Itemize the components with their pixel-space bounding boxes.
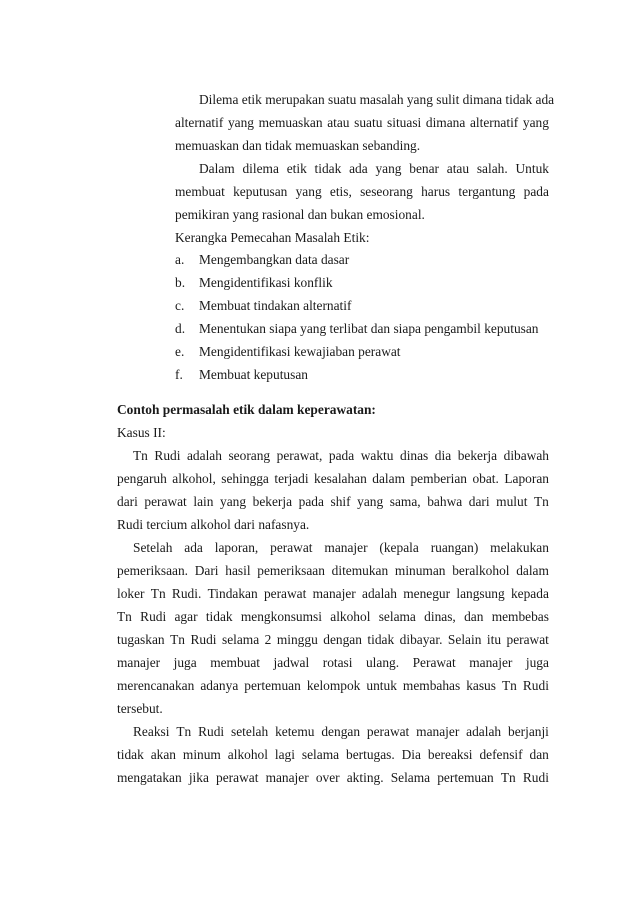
word: etik (286, 161, 307, 176)
word: perawat (263, 586, 307, 601)
word: manajer (324, 540, 368, 555)
word: agar (174, 609, 198, 624)
word: bekerja (457, 448, 498, 463)
list-text: Mengidentifikasi konflik (199, 275, 333, 290)
word: kepada (510, 586, 549, 601)
word: minum (182, 747, 221, 762)
word: tidak (314, 161, 342, 176)
list-marker: b. (175, 275, 186, 290)
word: Rudi (522, 770, 549, 785)
word: pertemuan (244, 678, 301, 693)
word: adalah (186, 448, 222, 463)
word: Untuk (515, 161, 549, 176)
list-text: Mengidentifikasi kewajiaban perawat (199, 344, 401, 359)
word: perawat, (276, 448, 323, 463)
word: dalam (372, 471, 406, 486)
word: perawat (506, 632, 549, 647)
word: akan (150, 747, 176, 762)
word: benar (409, 161, 439, 176)
word: mengatakan (117, 770, 182, 785)
word: Setelah (133, 540, 173, 555)
word: bertugas. (346, 747, 395, 762)
word: untuk (366, 678, 397, 693)
word: dinas (400, 448, 429, 463)
word: dibayar. (399, 632, 443, 647)
word: dinas, (424, 609, 456, 624)
word: shif (330, 494, 351, 509)
c1-line-1 (133, 448, 549, 464)
word: Tn (150, 586, 166, 601)
word: beralkohol (452, 563, 510, 578)
word: dan (529, 747, 549, 762)
word: perawat (216, 770, 259, 785)
word: Tn (117, 609, 132, 624)
word: Rudi (198, 724, 225, 739)
word: adalah (362, 586, 397, 601)
word: bahwa (427, 494, 463, 509)
word: ketemu (275, 724, 315, 739)
word: obat. (472, 471, 499, 486)
word: kelompok (306, 678, 361, 693)
framework-item (175, 367, 308, 383)
word: Tn (534, 494, 549, 509)
p1-line-2 (175, 115, 549, 131)
word: alternatif (469, 115, 519, 130)
word: suatu (354, 115, 383, 130)
c2-line-1 (133, 540, 549, 556)
word: kesalahan (314, 471, 367, 486)
word: manajer (312, 586, 356, 601)
word: perawat (144, 494, 187, 509)
word: pemeriksaan (257, 563, 325, 578)
word: tidak (205, 609, 233, 624)
word: Perawat (412, 655, 456, 670)
framework-title: Kerangka Pemecahan Masalah Etik: (175, 230, 370, 245)
word: ulang. (365, 655, 400, 670)
word: tergantung (458, 184, 516, 199)
word: pertemuan (437, 770, 494, 785)
word: membuat (175, 184, 225, 199)
word: yang (295, 184, 322, 199)
word: jadwal (273, 655, 310, 670)
word: laporan, (214, 540, 259, 555)
word: Rudi (140, 609, 167, 624)
word: bekerja (252, 494, 293, 509)
word: Rudi (522, 678, 549, 693)
c2-line-3 (117, 586, 549, 602)
framework-item (175, 275, 333, 291)
word: Tn (133, 448, 148, 463)
word: Dari (194, 563, 219, 578)
word: memuaskan (258, 115, 323, 130)
word: membahas (402, 678, 461, 693)
word: Reaksi (133, 724, 170, 739)
p2-line-1 (199, 161, 549, 177)
word: Tn (500, 770, 516, 785)
word: setelah (231, 724, 269, 739)
word: dengan (323, 632, 362, 647)
word: perawat (270, 540, 313, 555)
word: juga (173, 655, 197, 670)
list-marker: d. (175, 321, 186, 336)
word: defensif (479, 747, 523, 762)
word: manajer (265, 770, 309, 785)
word: harus (421, 184, 451, 199)
word: waktu (360, 448, 394, 463)
word: (kepala (379, 540, 419, 555)
word: dari (468, 494, 490, 509)
word: menegur (403, 586, 451, 601)
word: dalam (516, 563, 549, 578)
word: rotasi (322, 655, 353, 670)
section-heading: Contoh permasalah etik dalam keperawatan: (117, 402, 376, 417)
word: Tn (501, 678, 517, 693)
c2-line-8: tersebut. (117, 701, 163, 716)
word: selama (301, 747, 340, 762)
list-text: Membuat keputusan (199, 367, 308, 382)
word: perawat (366, 724, 410, 739)
p1-line-3: memuaskan dan tidak memuaskan sebanding. (175, 138, 421, 153)
word: tidak (117, 747, 144, 762)
list-text: Mengembangkan data dasar (199, 252, 350, 267)
framework-item (175, 298, 351, 314)
word: dan (464, 609, 484, 624)
word: seseorang (360, 184, 413, 199)
word: jika (188, 770, 209, 785)
list-marker: e. (175, 344, 185, 359)
word: minggu (276, 632, 318, 647)
word: yang (375, 161, 402, 176)
word: loker (117, 586, 145, 601)
word: itu (486, 632, 502, 647)
word: pada (298, 494, 324, 509)
list-marker: a. (175, 252, 185, 267)
list-marker: f. (175, 367, 183, 382)
word: adalah (466, 724, 502, 739)
word: alkohol, (172, 471, 216, 486)
word: tidak (367, 632, 395, 647)
word: yang (357, 494, 384, 509)
word: membuat (210, 655, 261, 670)
word: tugaskan (117, 632, 165, 647)
word: yang (227, 115, 254, 130)
word: membebas (491, 609, 549, 624)
word: yang (220, 494, 247, 509)
word: selama (378, 609, 416, 624)
word: pemberian (410, 471, 467, 486)
word: salah. (476, 161, 508, 176)
word: ditemukan (331, 563, 389, 578)
word: Rudi. (171, 586, 202, 601)
c2-line-4 (117, 609, 549, 625)
word: Rudi (190, 632, 217, 647)
word: pengaruh (117, 471, 167, 486)
word: etis, (329, 184, 352, 199)
word: seorang (228, 448, 271, 463)
word: Tn (170, 632, 185, 647)
word: dia (434, 448, 452, 463)
word: Rudi (154, 448, 181, 463)
word: melakukan (490, 540, 549, 555)
word: mengkonsumsi (240, 609, 322, 624)
word: keputusan (233, 184, 288, 199)
word: Dia (401, 747, 421, 762)
word: lain (193, 494, 214, 509)
word: dibawah (503, 448, 549, 463)
word: langsung (456, 586, 505, 601)
word: manajer (469, 655, 513, 670)
c2-line-7 (117, 678, 549, 694)
word: alkohol (330, 609, 371, 624)
framework-item (175, 321, 539, 337)
word: situasi (387, 115, 422, 130)
word: dengan (321, 724, 361, 739)
word: alternatif (175, 115, 224, 130)
word: kasus (466, 678, 496, 693)
list-text: Menentukan siapa yang terlibat dan siapa pengambil keputusan (199, 321, 539, 336)
p1-line-1: Dilema etik merupakan suatu masalah yang sulit dimana tidak ada (199, 92, 555, 107)
word: pada (328, 448, 355, 463)
word: ada (184, 540, 203, 555)
word: Tn (176, 724, 192, 739)
c3-line-1 (133, 724, 549, 740)
word: atau (327, 115, 350, 130)
word: sehingga (221, 471, 269, 486)
word: minuman (394, 563, 446, 578)
word: hasil (225, 563, 251, 578)
word: pemeriksaan. (117, 563, 189, 578)
c2-line-5 (117, 632, 549, 648)
word: sama, (389, 494, 421, 509)
p2-line-3: pemikiran yang rasional dan bukan emosional. (175, 207, 425, 222)
word: Laporan (504, 471, 549, 486)
word: Tindakan (207, 586, 258, 601)
word: manajer (416, 724, 460, 739)
word: Dalam (199, 161, 235, 176)
word: ada (349, 161, 368, 176)
p2-line-2 (175, 184, 549, 200)
word: bereaksi (427, 747, 473, 762)
word: manajer (117, 655, 161, 670)
word: alkohol (227, 747, 268, 762)
word: dimana (425, 115, 466, 130)
c1-line-4: Rudi tercium alkohol dari nafasnya. (117, 517, 310, 532)
word: ruangan) (430, 540, 479, 555)
framework-item (175, 252, 349, 268)
case-label: Kasus II: (117, 425, 166, 440)
list-marker: c. (175, 298, 185, 313)
word: merencanakan (117, 678, 195, 693)
word: berjanji (508, 724, 549, 739)
word: yang (522, 115, 549, 130)
word: selama (221, 632, 260, 647)
word: adanya (200, 678, 239, 693)
word: Selama (390, 770, 431, 785)
framework-item (175, 344, 401, 360)
word: juga (525, 655, 549, 670)
word: dilema (242, 161, 279, 176)
c2-line-2 (117, 563, 549, 579)
word: Selain (447, 632, 482, 647)
word: 2 (264, 632, 272, 647)
word: pada (523, 184, 549, 199)
word: mulut (496, 494, 528, 509)
word: terjadi (274, 471, 309, 486)
c1-line-3 (117, 494, 549, 510)
c3-line-2 (117, 747, 549, 763)
c3-line-3 (117, 770, 549, 786)
word: lagi (274, 747, 295, 762)
word: atau (446, 161, 470, 176)
list-text: Membuat tindakan alternatif (199, 298, 352, 313)
c1-line-2 (117, 471, 549, 487)
word: akting. (346, 770, 384, 785)
c2-line-6 (117, 655, 549, 671)
word: dari (117, 494, 138, 509)
word: over (315, 770, 340, 785)
